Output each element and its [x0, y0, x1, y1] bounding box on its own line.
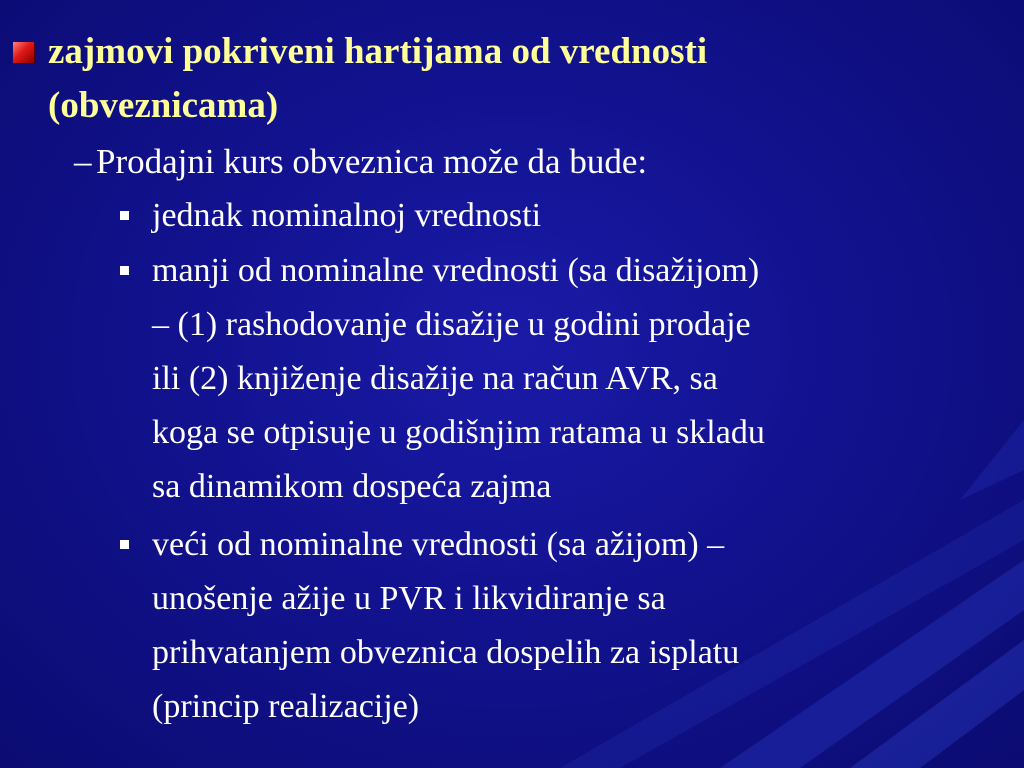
- square-bullet-icon: [120, 266, 129, 275]
- bullet-3-line-1: veći od nominalne vrednosti (sa ažijom) –: [152, 526, 725, 563]
- square-bullet-icon: [120, 540, 129, 549]
- bullet-3-line-2: unošenje ažije u PVR i likvidiranje sa: [152, 580, 666, 617]
- sub-bullet-text: Prodajni kurs obveznica može da bude:: [96, 142, 648, 181]
- bullet-2-line-1: manji od nominalne vrednosti (sa disažijom): [152, 252, 760, 289]
- slide-title-line-2: (obveznicama): [48, 85, 279, 126]
- bullet-2-line-5: sa dinamikom dospeća zajma: [152, 468, 552, 505]
- bullet-1-line-1: jednak nominalnoj vrednosti: [152, 197, 542, 234]
- slide-title-line-1: zajmovi pokriveni hartijama od vrednosti: [48, 31, 708, 72]
- title-bullet-icon: [13, 42, 34, 63]
- sub-bullet-dash: –: [74, 142, 92, 181]
- bullet-2-line-2: – (1) rashodovanje disažije u godini prodaje: [152, 306, 751, 343]
- bullet-2-line-3: ili (2) knjiženje disažije na račun AVR, sa: [152, 360, 718, 397]
- square-bullet-icon: [120, 211, 129, 220]
- bullet-2-line-4: koga se otpisuje u godišnjim ratama u skladu: [152, 414, 765, 451]
- bullet-3-line-4: (princip realizacije): [152, 688, 420, 725]
- bullet-3-line-3: prihvatanjem obveznica dospelih za isplatu: [152, 634, 740, 671]
